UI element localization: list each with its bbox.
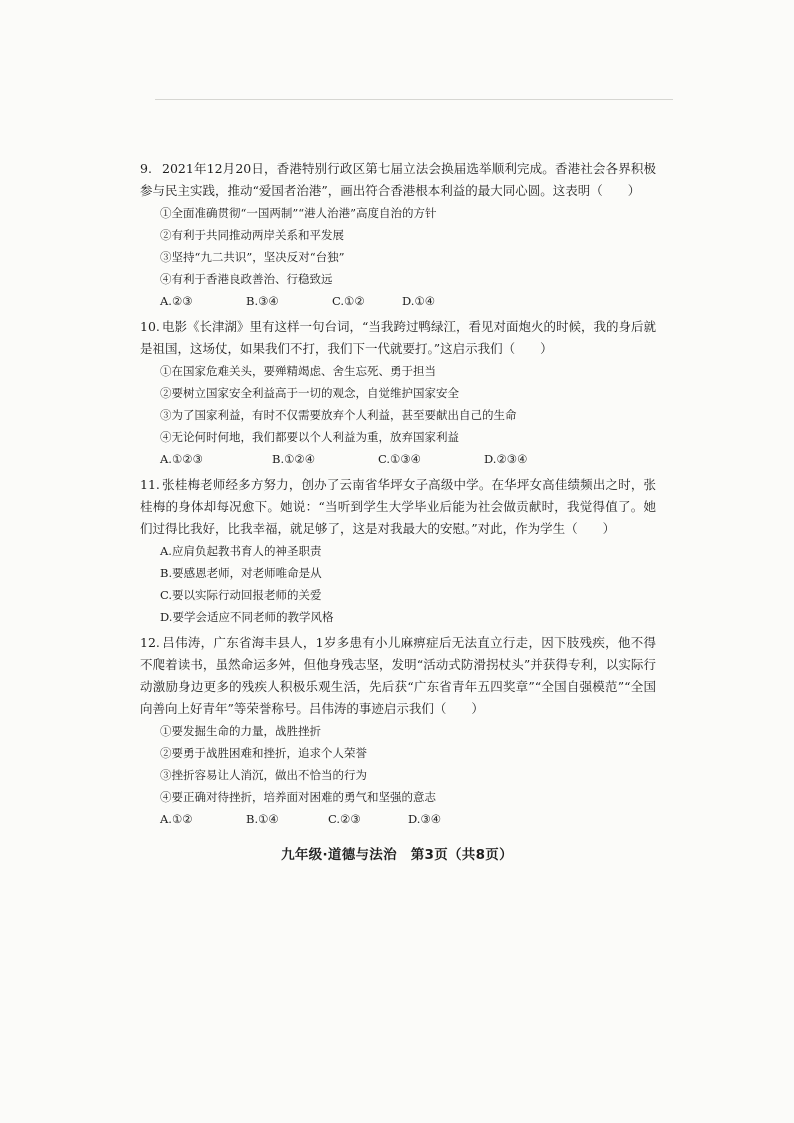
option-b: B.①④ [246, 812, 279, 826]
statement-item: ③挫折容易让人消沉，做出不恰当的行为 [160, 768, 367, 782]
option-b: B.要感恩老师，对老师唯命是从 [160, 566, 322, 580]
question-10 [140, 316, 656, 470]
question-12 [140, 632, 656, 830]
question-number: 10. [140, 319, 160, 334]
exam-page-content [140, 158, 656, 834]
option-a: A.②③ [160, 294, 193, 308]
statement-list [140, 360, 656, 448]
option-row [140, 808, 656, 830]
option-b: B.③④ [246, 294, 279, 308]
option-d: D.①④ [402, 294, 436, 308]
option-d: D.③④ [408, 812, 442, 826]
question-number: 9. [140, 161, 152, 176]
statement-list [140, 720, 656, 808]
statement-item: ②有利于共同推动两岸关系和平发展 [160, 228, 344, 242]
question-stem [140, 632, 656, 720]
statement-item: ③坚持“九二共识”，坚决反对“台独” [160, 250, 345, 264]
option-row [140, 290, 656, 312]
option-a: A.应肩负起教书育人的神圣职责 [160, 544, 322, 558]
option-c: C.要以实际行动回报老师的关爱 [160, 588, 322, 602]
question-number: 12. [140, 635, 160, 650]
option-d: D.要学会适应不同老师的教学风格 [160, 610, 334, 624]
statement-item: ④无论何时何地，我们都要以个人利益为重，放弃国家利益 [160, 430, 459, 444]
question-text: 2021年12月20日，香港特别行政区第七届立法会换届选举顺利完成。香港社会各界积极参与民主实践，推动“爱国者治港”，画出符合香港根本利益的最大同心圆。这表明（ ） [140, 161, 656, 198]
statement-item: ①要发掘生命的力量，战胜挫折 [160, 724, 321, 738]
statement-item: ①全面准确贯彻“一国两制”“港人治港”高度自治的方针 [160, 206, 437, 220]
question-9 [140, 158, 656, 312]
question-text: 张桂梅老师经多方努力，创办了云南省华坪女子高级中学。在华坪女高佳绩频出之时，张桂梅的身体却每况愈下。她说：“当听到学生大学毕业后能为社会做贡献时，我觉得值了。她们过得比我好，比我幸福，就足够了，这是对我最大的安慰。”对此，作为学生（ ） [140, 477, 656, 536]
option-b: B.①②④ [272, 452, 316, 466]
option-a: A.①② [160, 812, 193, 826]
option-a: A.①②③ [160, 452, 203, 466]
page-footer: 九年级·道德与法治 第3页（共8页） [281, 847, 513, 863]
question-text: 电影《长津湖》里有这样一句台词，“当我跨过鸭绿江，看见对面炮火的时候，我的身后就是祖国，这场仗，如果我们不打，我们下一代就要打。”这启示我们（ ） [140, 319, 656, 356]
statement-list [140, 202, 656, 290]
option-c: C.①② [332, 294, 365, 308]
statement-item: ④有利于香港良政善治、行稳致远 [160, 272, 333, 286]
scan-edge-line [155, 99, 673, 100]
question-stem [140, 158, 656, 202]
statement-item: ③为了国家利益，有时不仅需要放弃个人利益，甚至要献出自己的生命 [160, 408, 517, 422]
question-11 [140, 474, 656, 628]
question-number: 11. [140, 477, 160, 492]
statement-item: ②要树立国家安全利益高于一切的观念，自觉维护国家安全 [160, 386, 459, 400]
option-row [140, 448, 656, 470]
option-c: C.①③④ [378, 452, 421, 466]
option-d: D.②③④ [484, 452, 528, 466]
statement-item: ④要正确对待挫折，培养面对困难的勇气和坚强的意志 [160, 790, 436, 804]
question-stem [140, 474, 656, 540]
question-stem [140, 316, 656, 360]
option-c: C.②③ [328, 812, 361, 826]
statement-item: ①在国家危难关头，要殚精竭虑、舍生忘死、勇于担当 [160, 364, 436, 378]
option-list [140, 540, 656, 628]
question-text: 吕伟涛，广东省海丰县人，1岁多患有小儿麻痹症后无法直立行走，因下肢残疾，他不得不爬着读书，虽然命运多舛，但他身残志坚，发明“活动式防滑拐杖头”并获得专利，以实际行动激励身边更多的残疾人积极乐观生活，先后获“广东省青年五四奖章”“全国自强模范”“全国向善向上好青年”等荣誉称号。吕伟涛的事迹启示我们（ ） [140, 635, 656, 716]
statement-item: ②要勇于战胜困难和挫折，追求个人荣誉 [160, 746, 367, 760]
